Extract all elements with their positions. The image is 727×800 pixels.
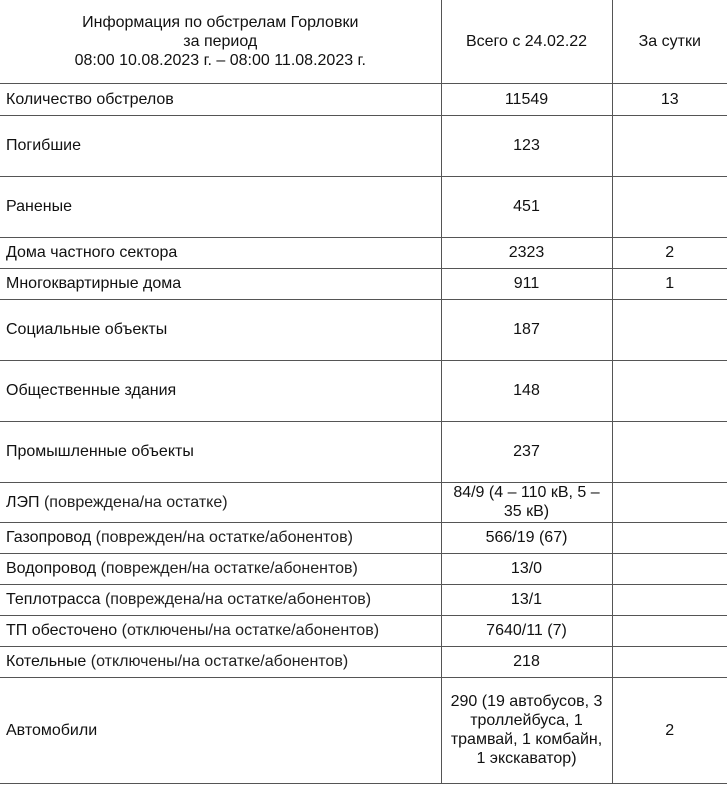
row-total: 148	[441, 360, 612, 421]
row-day: 2	[612, 237, 727, 268]
row-day	[612, 646, 727, 677]
row-label-main: ЛЭП	[6, 493, 40, 511]
table-title	[0, 0, 441, 83]
row-label	[0, 522, 441, 553]
row-total: 123	[441, 115, 612, 176]
row-label-main: ТП обесточено	[6, 622, 118, 639]
row-day	[612, 615, 727, 646]
row-total: 451	[441, 176, 612, 237]
row-total: 290 (19 автобусов, 3 троллейбуса, 1 трамвай, 1 комбайн, 1 экскаватор)	[441, 677, 612, 783]
row-label	[0, 237, 441, 268]
row-label	[0, 584, 441, 615]
table-row	[0, 553, 727, 584]
row-day	[612, 299, 727, 360]
table-row	[0, 615, 727, 646]
column-header-day: За сутки	[612, 0, 727, 83]
row-label-main: Водопровод	[6, 560, 97, 577]
row-label-main: Автомобили	[6, 721, 98, 739]
row-total: 237	[441, 421, 612, 482]
table-row	[0, 421, 727, 482]
table-row	[0, 299, 727, 360]
row-label-main: Погибшие	[6, 137, 82, 154]
row-total: 911	[441, 268, 612, 299]
row-day: 2	[612, 677, 727, 783]
table-row	[0, 482, 727, 522]
row-day	[612, 482, 727, 522]
row-label	[0, 268, 441, 299]
row-label-note: (отключены/на остатке/абонентов)	[117, 622, 380, 639]
row-label-main: Общественные здания	[6, 382, 177, 399]
row-label	[0, 482, 441, 522]
table-row	[0, 360, 727, 421]
row-day	[612, 176, 727, 237]
row-day	[612, 360, 727, 421]
header-row	[0, 0, 727, 83]
row-total: 13/0	[441, 553, 612, 584]
column-header-total: Всего с 24.02.22	[441, 0, 612, 83]
row-label-note: (повреждена/на остатке)	[39, 493, 228, 511]
row-label-note: (поврежден/на остатке/абонентов)	[91, 529, 353, 546]
row-label	[0, 83, 441, 115]
row-label-note: (повреждена/на остатке/абонентов)	[100, 591, 372, 608]
table-row	[0, 646, 727, 677]
row-label-main: Котельные	[6, 653, 87, 670]
row-day	[612, 115, 727, 176]
row-label-main: Промышленные объекты	[6, 443, 194, 460]
row-label	[0, 646, 441, 677]
row-total: 13/1	[441, 584, 612, 615]
row-label	[0, 360, 441, 421]
table-row	[0, 268, 727, 299]
row-label-note: (поврежден/на остатке/абонентов)	[96, 560, 358, 577]
row-label	[0, 421, 441, 482]
row-total: 7640/11 (7)	[441, 615, 612, 646]
row-label-main: Многоквартирные дома	[6, 275, 182, 292]
row-label-main: Теплотрасса	[6, 591, 101, 608]
table-row	[0, 176, 727, 237]
row-total: 84/9 (4 – 110 кВ, 5 – 35 кВ)	[441, 482, 612, 522]
row-day: 13	[612, 83, 727, 115]
row-total: 566/19 (67)	[441, 522, 612, 553]
row-day	[612, 522, 727, 553]
row-day	[612, 553, 727, 584]
table-row	[0, 237, 727, 268]
row-label	[0, 553, 441, 584]
row-label-note: (отключены/на остатке/абонентов)	[86, 653, 349, 670]
row-label-main: Количество обстрелов	[6, 90, 174, 108]
title-line-2: за период	[183, 32, 258, 50]
row-day: 1	[612, 268, 727, 299]
row-total: 218	[441, 646, 612, 677]
row-label-main: Дома частного сектора	[6, 244, 178, 261]
row-label	[0, 115, 441, 176]
table-row	[0, 584, 727, 615]
row-total: 11549	[441, 83, 612, 115]
table-row	[0, 677, 727, 783]
title-line-1: Информация по обстрелам Горловки	[82, 13, 359, 31]
row-label-main: Социальные объекты	[6, 321, 168, 338]
row-label-main: Раненые	[6, 198, 73, 215]
row-total: 187	[441, 299, 612, 360]
row-label-main: Газопровод	[6, 529, 92, 546]
row-label	[0, 299, 441, 360]
row-label	[0, 615, 441, 646]
table-row	[0, 115, 727, 176]
row-day	[612, 421, 727, 482]
table-row	[0, 522, 727, 553]
row-label	[0, 176, 441, 237]
row-label	[0, 677, 441, 783]
row-total: 2323	[441, 237, 612, 268]
row-day	[612, 584, 727, 615]
table-row	[0, 83, 727, 115]
title-line-3: 08:00 10.08.2023 г. – 08:00 11.08.2023 г.	[74, 51, 366, 69]
